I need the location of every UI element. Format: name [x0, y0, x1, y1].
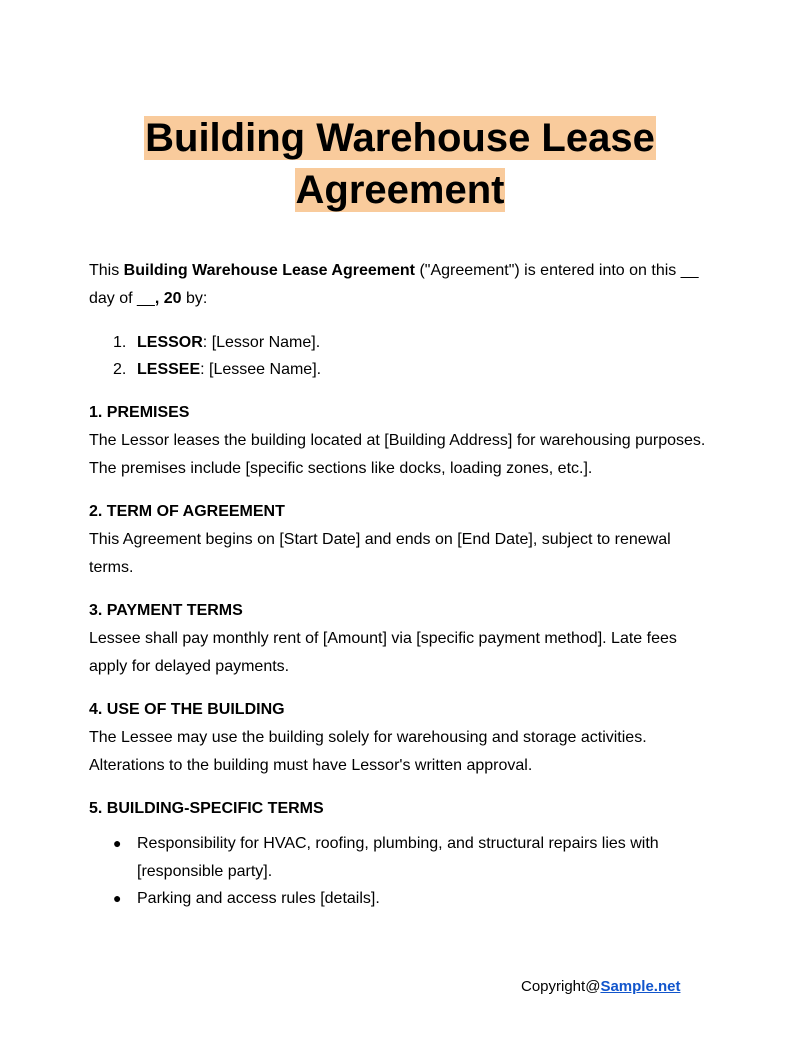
section-use	[89, 696, 711, 780]
list-item-text: Parking and access rules [details].	[137, 890, 380, 907]
section-building-terms	[89, 795, 711, 913]
copyright-prefix: Copyright@	[521, 978, 601, 995]
intro-text-2: ("Agreement") is entered into on this __ day of __	[89, 262, 699, 307]
terms-list	[89, 830, 711, 913]
party-label: LESSOR	[137, 334, 203, 351]
title-line-1: Building Warehouse Lease	[145, 116, 655, 160]
party-item-lessee	[89, 356, 711, 383]
section-premises	[89, 399, 711, 483]
list-item	[89, 830, 711, 885]
section-text: The Lessee may use the building solely for warehousing and storage activities. Alterations to the building must have Lessor's written approval.	[89, 729, 647, 774]
parties-list	[89, 329, 711, 383]
party-value: : [Lessor Name].	[202, 334, 321, 351]
section-term	[89, 498, 711, 582]
list-item-text: Responsibility for HVAC, roofing, plumbing, and structural repairs lies with [responsible party].	[137, 835, 659, 880]
intro-bold-year: , 20	[154, 290, 182, 307]
bullet-icon: ●	[113, 890, 122, 906]
section-heading: 1. PREMISES	[89, 404, 190, 421]
party-item-lessor	[89, 329, 711, 356]
list-number: 1.	[113, 334, 127, 351]
section-text: The Lessor leases the building located at [Building Address] for warehousing purposes. The premises include [specific sections like docks, loading zones, etc.].	[89, 432, 706, 477]
page-title	[89, 112, 711, 216]
section-heading: 2. TERM OF AGREEMENT	[89, 503, 285, 520]
intro-paragraph	[89, 257, 711, 313]
intro-text-1: This	[89, 262, 124, 279]
section-heading: 4. USE OF THE BUILDING	[89, 701, 285, 718]
section-payment	[89, 597, 711, 681]
title-line-2: Agreement	[295, 168, 505, 212]
title-block	[89, 112, 711, 216]
party-label: LESSEE	[137, 361, 201, 378]
section-heading: 3. PAYMENT TERMS	[89, 602, 243, 619]
section-heading: 5. BUILDING-SPECIFIC TERMS	[89, 800, 324, 817]
intro-text-3: by:	[181, 290, 208, 307]
list-number: 2.	[113, 361, 127, 378]
bullet-icon: ●	[113, 835, 122, 851]
sample-net-link[interactable]: Sample.net	[600, 978, 681, 995]
document-body	[89, 257, 711, 928]
section-text: Lessee shall pay monthly rent of [Amount] via [specific payment method]. Late fees apply for delayed payments.	[89, 630, 677, 675]
copyright-footer	[521, 977, 680, 997]
intro-bold-agreement-name: Building Warehouse Lease Agreement	[123, 262, 415, 279]
list-item	[89, 885, 711, 913]
section-text: This Agreement begins on [Start Date] and ends on [End Date], subject to renewal terms.	[89, 531, 671, 576]
party-value: : [Lessee Name].	[200, 361, 322, 378]
